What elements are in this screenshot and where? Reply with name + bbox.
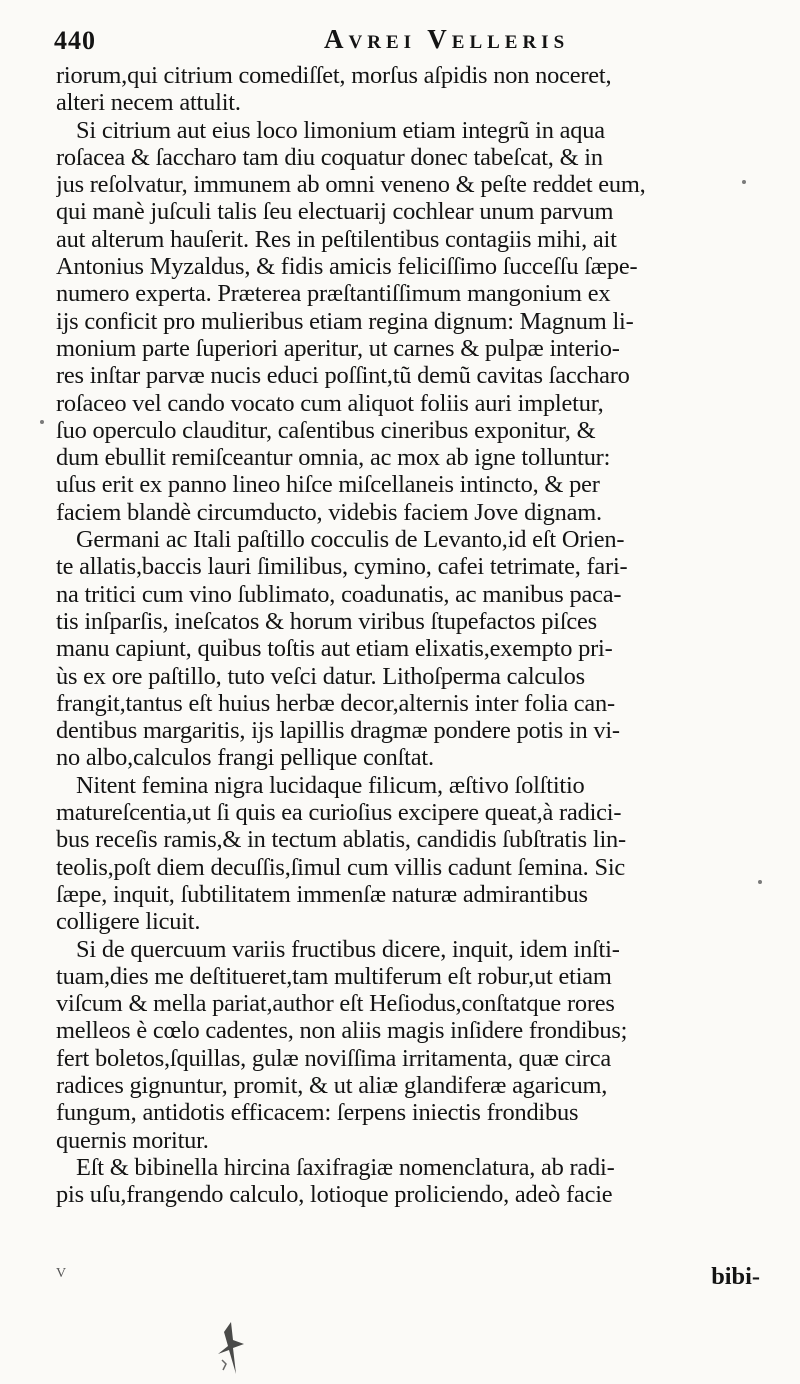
text-line: colligere licuit. — [56, 908, 201, 936]
text-line: numero experta. Præterea præſtantiſſimum mangonium ex — [56, 280, 611, 308]
running-head — [54, 22, 758, 62]
text-line: Si de quercuum variis fructibus dicere, inquit, idem inſti- — [76, 935, 620, 963]
page-number: 440 — [54, 26, 96, 55]
text-line: ùs ex ore paſtillo, tuto veſci datur. Lithoſperma calculos — [56, 662, 585, 690]
text-line: pis uſu,frangendo calculo, lotioque proliciendo, adeò facie — [56, 1181, 613, 1209]
footer-row — [56, 1263, 760, 1294]
text-line: Si citrium aut eius loco limonium etiam integrũ in aqua — [76, 116, 605, 144]
text-line: faciem blandè circumducto, videbis faciem Jove dignam. — [56, 498, 602, 526]
text-line: melleos è cœlo cadentes, non aliis magis inſidere frondibus; — [56, 1017, 628, 1045]
text-line: Germani ac Itali paſtillo cocculis de Levanto,id eſt Orien- — [76, 526, 625, 554]
text-line: uſus erit ex panno lineo hiſce miſcellaneis intincto, & per — [56, 471, 600, 499]
text-line: jus reſolvatur, immunem ab omni veneno & peſte reddet eum, — [56, 171, 646, 199]
text-line: tuam,dies me deſtitueret,tam multiferum eſt robur,ut etiam — [56, 962, 612, 990]
text-line: matureſcentia,ut ſi quis ea curioſius excipere queat,à radici- — [56, 799, 622, 827]
text-line: viſcum & mella pariat,author eſt Heſiodus,conſtatque rores — [56, 990, 615, 1018]
text-line: ſæpe, inquit, ſubtilitatem immenſæ naturæ admirantibus — [56, 880, 588, 908]
text-line: roſacea & ſaccharo tam diu coquatur donec tabeſcat, & in — [56, 143, 603, 171]
text-line: dum ebullit remiſceantur omnia, ac mox ab igne tolluntur: — [56, 444, 611, 472]
text-line: na tritici cum vino ſublimato, coadunatis, ac manibus paca- — [56, 580, 622, 608]
text-line: riorum,qui citrium comediſſet, morſus aſpidis non noceret, — [56, 62, 612, 89]
text-line: ijs conficit pro mulieribus etiam regina dignum: Magnum li- — [56, 307, 634, 335]
text-line: fert boletos,ſquillas, gulæ noviſſima irritamenta, quæ circa — [56, 1044, 611, 1072]
text-line: ſuo operculo clauditur, caſentibus cineribus exponitur, & — [56, 416, 596, 444]
text-line: bus receſis ramis,& in tectum ablatis, candidis ſubſtratis lin- — [56, 826, 626, 854]
text-line: qui manè juſculi talis ſeu electuarij cochlear unum parvum — [56, 198, 614, 226]
catchword: bibi- — [711, 1263, 760, 1290]
text-line: quernis moritur. — [56, 1126, 209, 1154]
signature-mark: V — [56, 1266, 67, 1281]
printers-ornament-icon — [214, 1320, 248, 1376]
text-line: teolis,poſt diem decuſſis,ſimul cum villis cadunt ſemina. Sic — [56, 853, 626, 881]
text-line: te allatis,baccis lauri ſimilibus, cymino, cafei tetrimate, fari- — [56, 553, 628, 581]
text-line: no albo,calculos frangi pellique conſtat. — [56, 744, 434, 772]
text-line: roſaceo vel cando vocato cum aliquot foliis auri impletur, — [56, 389, 604, 417]
text-line: Nitent femina nigra lucidaque filicum, æſtivo ſolſtitio — [76, 771, 585, 799]
text-line: fungum, antidotis efficacem: ſerpens iniectis frondibus — [56, 1099, 579, 1127]
paper-speck — [40, 420, 44, 424]
text-line: res inſtar parvæ nucis educi poſſint,tũ demũ cavitas ſaccharo — [56, 362, 630, 390]
text-line: monium parte ſuperiori aperitur, ut carnes & pulpæ interio- — [56, 334, 620, 362]
text-line: frangit,tantus eſt huius herbæ decor,alternis inter folia can- — [56, 689, 615, 717]
text-line: radices gignuntur, promit, & ut aliæ glandiferæ agaricum, — [56, 1071, 608, 1099]
text-line: alteri necem attulit. — [56, 89, 241, 117]
paper-speck — [742, 180, 746, 184]
body-text — [56, 62, 760, 1208]
text-line: tis inſparſis, ineſcatos & horum viribus ſtupefactos piſces — [56, 607, 597, 635]
text-line: Antonius Myzaldus, & fidis amicis feliciſſimo ſucceſſu ſæpe- — [56, 253, 638, 281]
text-line: dentibus margaritis, ijs lapillis dragmæ pondere potis in vi- — [56, 717, 620, 745]
text-line: manu capiunt, quibus toſtis aut etiam elixatis,exempto pri- — [56, 635, 613, 663]
running-title: Avrei Velleris — [324, 24, 570, 54]
paper-speck — [758, 880, 762, 884]
text-line: Eſt & bibinella hircina ſaxifragiæ nomenclatura, ab radi- — [76, 1153, 615, 1181]
text-line: aut alterum hauſerit. Res in peſtilentibus contagiis mihi, ait — [56, 225, 617, 253]
